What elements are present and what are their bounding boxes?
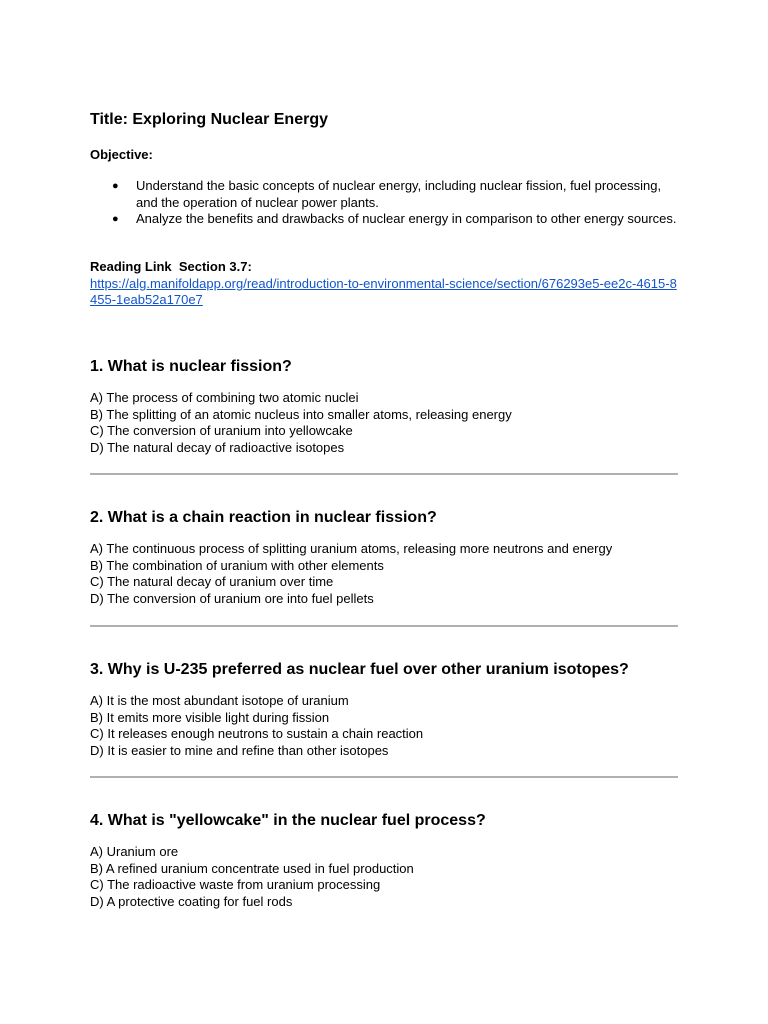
answer-option: C) The conversion of uranium into yellowcake [90, 423, 353, 438]
objective-text: Understand the basic concepts of nuclear energy, including nuclear fission, fuel processing, and the operation of nuclear power plants. [136, 178, 662, 210]
question-4 [90, 812, 680, 910]
answer-option: C) The natural decay of uranium over time [90, 574, 334, 589]
objective-label: Objective: [90, 147, 153, 162]
answer-option: B) It emits more visible light during fission [90, 709, 330, 725]
answer-options [90, 541, 680, 607]
answer-option: D) The conversion of uranium ore into fuel pellets [90, 590, 374, 606]
answer-option: B) A refined uranium concentrate used in fuel production [90, 860, 414, 876]
answer-option: A) It is the most abundant isotope of uranium [90, 693, 349, 708]
question-title: 4. What is "yellowcake" in the nuclear fuel process? [90, 812, 486, 829]
question-title: 1. What is nuclear fission? [90, 358, 292, 375]
objective-item [90, 211, 680, 228]
objectives-list [90, 178, 680, 228]
answer-option: A) The process of combining two atomic nuclei [90, 390, 359, 405]
question-2 [90, 509, 680, 607]
reading-section [90, 259, 680, 309]
question-3 [90, 661, 680, 759]
document-title: Title: Exploring Nuclear Energy [90, 111, 328, 128]
answer-option: C) It releases enough neutrons to sustain a chain reaction [90, 726, 424, 741]
answer-options [90, 844, 680, 910]
divider [90, 625, 678, 627]
answer-option: B) The splitting of an atomic nucleus into smaller atoms, releasing energy [90, 406, 512, 422]
reading-label: Reading Link Section 3.7: [90, 259, 252, 274]
reading-link[interactable]: https://alg.manifoldapp.org/read/introduction-to-environmental-science/section/676293e5-ee2c-4615-8455-1eab52a170e7 [90, 275, 677, 307]
answer-options [90, 693, 680, 759]
answer-option: A) Uranium ore [90, 844, 179, 859]
question-1 [90, 358, 680, 456]
question-title: 3. Why is U-235 preferred as nuclear fuel over other uranium isotopes? [90, 661, 629, 678]
answer-option: B) The combination of uranium with other elements [90, 557, 384, 573]
answer-option: A) The continuous process of splitting uranium atoms, releasing more neutrons and energy [90, 541, 613, 556]
answer-options [90, 390, 680, 456]
answer-option: D) It is easier to mine and refine than other isotopes [90, 742, 389, 758]
objective-item [90, 178, 680, 211]
objective-text: Analyze the benefits and drawbacks of nuclear energy in comparison to other energy sources. [136, 211, 677, 226]
bullet-icon: ● [112, 180, 119, 192]
answer-option: C) The radioactive waste from uranium processing [90, 877, 381, 892]
question-title: 2. What is a chain reaction in nuclear fission? [90, 509, 437, 526]
divider [90, 776, 678, 778]
answer-option: D) The natural decay of radioactive isotopes [90, 439, 345, 455]
divider [90, 473, 678, 475]
answer-option: D) A protective coating for fuel rods [90, 893, 293, 909]
bullet-icon: ● [112, 213, 119, 225]
